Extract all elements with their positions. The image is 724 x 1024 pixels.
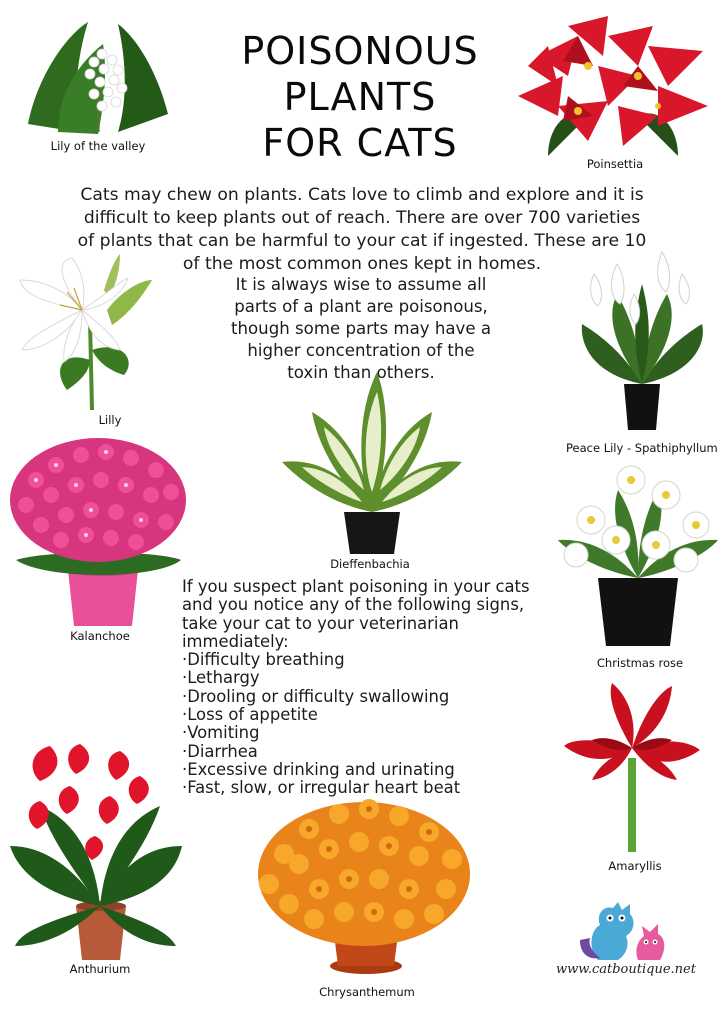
sign-item: ·Lethargy xyxy=(182,668,260,688)
title-line-1: POISONOUS xyxy=(241,29,479,73)
caption-lilly: Lilly xyxy=(98,413,122,427)
page-title xyxy=(200,28,520,166)
signs-intro-line: If you suspect plant poisoning in your cats xyxy=(182,577,530,596)
chrysanthemum-image xyxy=(254,794,474,978)
sign-item: ·Loss of appetite xyxy=(182,705,318,725)
cats-logo-icon xyxy=(578,900,688,962)
advice-paragraph xyxy=(196,274,526,384)
signs-intro-line: immediately: xyxy=(182,631,289,651)
sign-item: ·Excessive drinking and urinating xyxy=(182,759,455,779)
title-line-3: FOR CATS xyxy=(262,121,458,165)
sign-item: ·Vomiting xyxy=(182,723,260,743)
intro-line: of plants that can be harmful to your cat if ingested. These are 10 xyxy=(77,231,647,251)
lily-of-the-valley-image xyxy=(18,14,178,136)
signs-list xyxy=(182,577,530,798)
advice-line: higher concentration of the xyxy=(247,341,475,360)
sign-item: ·Fast, slow, or irregular heart beat xyxy=(182,778,461,798)
caption-anthurium: Anthurium xyxy=(69,962,131,976)
logo-text: www.catboutique.net xyxy=(556,962,696,977)
dieffenbachia-image xyxy=(282,372,462,554)
advice-line: parts of a plant are poisonous, xyxy=(234,297,488,316)
signs-intro-line: and you notice any of the following signs, xyxy=(182,595,525,615)
title-line-2: PLANTS xyxy=(283,75,437,119)
peace-lily-image xyxy=(572,244,712,432)
anthurium-image xyxy=(10,736,182,962)
signs-intro-line: take your cat to your veterinarian xyxy=(182,613,459,633)
advice-line: though some parts may have a xyxy=(231,319,491,338)
caption-dieffenbachia: Dieffenbachia xyxy=(330,557,410,571)
lilly-image xyxy=(12,250,162,410)
intro-line: difficult to keep plants out of reach. There are over 700 varieties xyxy=(83,208,641,228)
poinsettia-image xyxy=(508,6,714,156)
intro-line: Cats may chew on plants. Cats love to climb and explore and it is xyxy=(80,185,644,205)
advice-line: It is always wise to assume all xyxy=(235,275,487,294)
caption-chrysanthemum: Chrysanthemum xyxy=(319,985,415,999)
caption-amaryllis: Amaryllis xyxy=(608,859,662,873)
caption-poinsettia: Poinsettia xyxy=(586,157,644,171)
sign-item: ·Diarrhea xyxy=(182,741,258,761)
caption-christmas-rose: Christmas rose xyxy=(596,656,684,670)
kalanchoe-image xyxy=(6,430,190,626)
amaryllis-image xyxy=(562,668,702,852)
caption-kalanchoe: Kalanchoe xyxy=(70,629,130,643)
caption-lily-of-the-valley: Lily of the valley xyxy=(50,139,146,153)
intro-line: of the most common ones kept in homes. xyxy=(182,254,542,274)
christmas-rose-image xyxy=(556,460,720,646)
caption-peace-lily: Peace Lily - Spathiphyllum xyxy=(566,441,718,455)
sign-item: ·Drooling or difficulty swallowing xyxy=(182,686,450,706)
sign-item: ·Difficulty breathing xyxy=(182,650,345,670)
advice-line: toxin than others. xyxy=(287,363,435,382)
